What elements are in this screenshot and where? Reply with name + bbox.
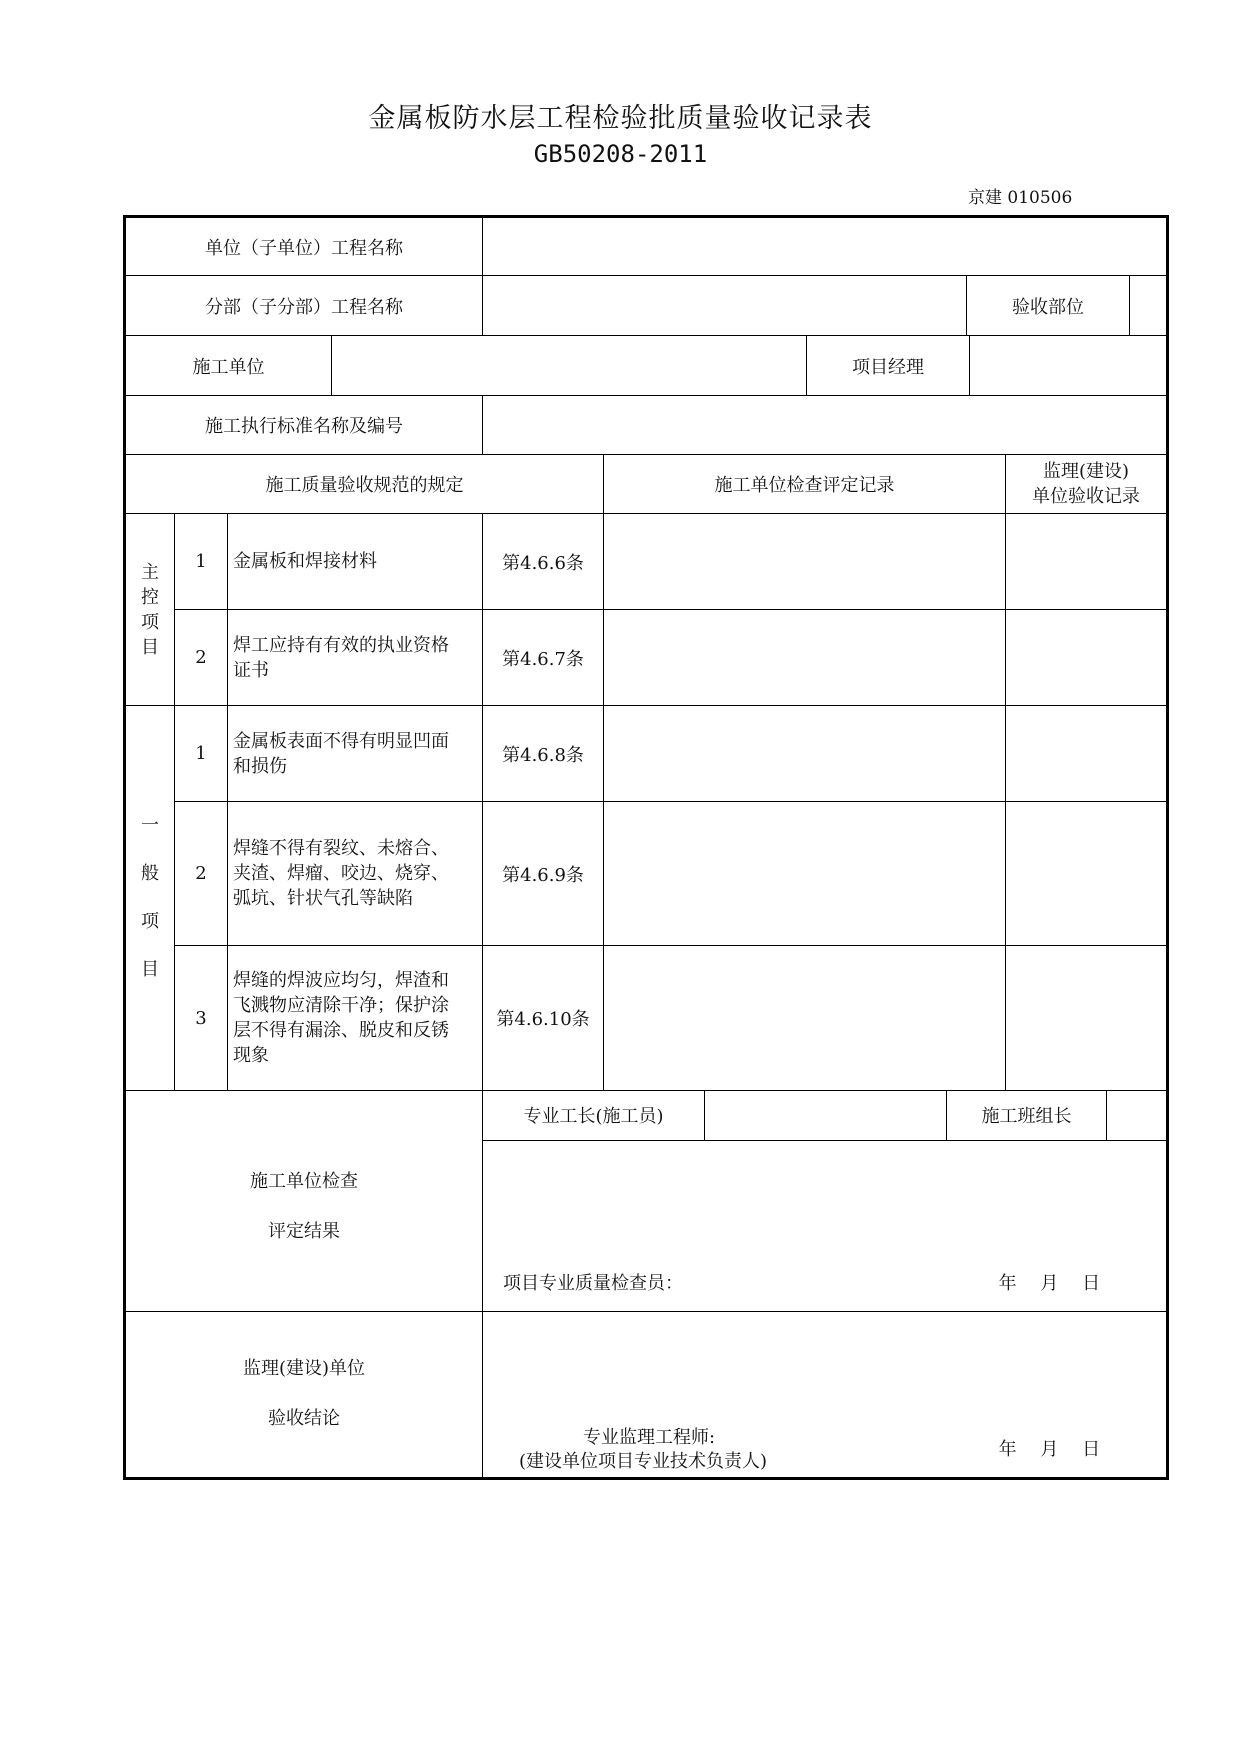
item-number: 1 <box>175 514 228 610</box>
contractor-inner <box>126 336 1166 395</box>
supervisor-result-label-line1: 监理(建设)单位 <box>242 1358 366 1379</box>
item-requirement: 焊工应持有有效的执业资格 证书 <box>228 610 483 706</box>
general-char-1: 一 <box>141 815 159 836</box>
item-clause: 第4.6.9条 <box>483 802 604 946</box>
project-manager-label: 项目经理 <box>807 336 970 395</box>
main-control-char-3: 项 <box>141 611 159 633</box>
item-number: 2 <box>175 802 228 946</box>
item-supervisor-record[interactable] <box>1006 802 1168 946</box>
unit-project-value[interactable] <box>483 217 1168 276</box>
supervisor-result-date: 年 月 日 <box>998 1438 1101 1460</box>
item-number: 1 <box>175 706 228 802</box>
main-control-row-2 <box>125 610 1168 706</box>
general-row-1 <box>125 706 1168 802</box>
unit-project-label: 单位（子单位）工程名称 <box>125 217 483 276</box>
general-label <box>125 706 175 1091</box>
row-supervisor-result <box>125 1311 1168 1478</box>
contractor-result-label <box>125 1091 483 1312</box>
acceptance-part-label: 验收部位 <box>967 276 1130 335</box>
general-row-3 <box>125 946 1168 1091</box>
item-supervisor-record[interactable] <box>1006 610 1168 706</box>
contractor-result-label-line1: 施工单位检查 <box>250 1170 359 1192</box>
main-control-char-4: 目 <box>141 636 159 658</box>
general-char-3: 项 <box>141 911 159 932</box>
row-contractor <box>125 336 1168 396</box>
item-requirement: 金属板和焊接材料 <box>228 514 483 610</box>
supervisor-record-column-header <box>1006 455 1168 514</box>
contractor-result-label-line2: 评定结果 <box>268 1220 341 1242</box>
quality-inspector-label: 项目专业质量检查员： <box>503 1272 684 1294</box>
row-unit-project <box>125 217 1168 276</box>
acceptance-part-inner <box>967 276 1166 335</box>
contractor-group <box>125 336 1168 396</box>
contractor-result-body <box>483 1091 1168 1312</box>
supervisor-result-label-line2: 验收结论 <box>268 1408 341 1429</box>
foreman-label: 专业工长(施工员) <box>483 1091 705 1140</box>
main-control-row-1 <box>125 514 1168 610</box>
item-supervisor-record[interactable] <box>1006 514 1168 610</box>
supervisor-record-header-line1: 监理(建设) <box>1043 461 1130 482</box>
owner-representative-label: (建设单位项目专业技术负责人) <box>519 1450 768 1472</box>
supervisor-result-label <box>125 1311 483 1478</box>
contractor-record-column-header: 施工单位检查评定记录 <box>604 455 1006 514</box>
team-leader-label: 施工班组长 <box>947 1091 1107 1140</box>
main-control-label <box>125 514 175 706</box>
contractor-result-inner <box>483 1091 1166 1141</box>
foreman-value[interactable] <box>705 1091 947 1140</box>
general-char-4: 目 <box>141 959 159 980</box>
form-title: 金属板防水层工程检验批质量验收记录表 <box>368 103 873 134</box>
acceptance-part-group <box>967 276 1168 336</box>
inspection-record-table <box>123 215 1169 1480</box>
sub-project-label: 分部（子分部）工程名称 <box>125 276 483 336</box>
supervisor-record-header-line2: 单位验收记录 <box>1032 486 1141 507</box>
item-supervisor-record[interactable] <box>1006 946 1168 1091</box>
item-contractor-record[interactable] <box>604 514 1006 610</box>
item-contractor-record[interactable] <box>604 706 1006 802</box>
standard-value[interactable] <box>483 396 1168 455</box>
item-requirement: 焊缝不得有裂纹、未熔合、 夹渣、焊瘤、咬边、烧穿、 弧坑、针状气孔等缺陷 <box>228 802 483 946</box>
item-requirement: 金属板表面不得有明显凹面 和损伤 <box>228 706 483 802</box>
item-requirement: 焊缝的焊波应均匀，焊渣和 飞溅物应清除干净；保护涂 层不得有漏涂、脱皮和反锈 现象 <box>228 946 483 1091</box>
item-supervisor-record[interactable] <box>1006 706 1168 802</box>
item-number: 3 <box>175 946 228 1091</box>
general-row-2 <box>125 802 1168 946</box>
row-sub-project <box>125 276 1168 336</box>
standard-label: 施工执行标准名称及编号 <box>125 396 483 455</box>
acceptance-part-value[interactable] <box>1130 276 1167 335</box>
item-clause: 第4.6.10条 <box>483 946 604 1091</box>
spec-column-header: 施工质量验收规范的规定 <box>125 455 604 514</box>
contractor-label: 施工单位 <box>126 336 332 395</box>
supervisor-result-body[interactable] <box>483 1311 1168 1478</box>
item-clause: 第4.6.8条 <box>483 706 604 802</box>
item-number: 2 <box>175 610 228 706</box>
row-standard <box>125 396 1168 455</box>
row-contractor-result <box>125 1091 1168 1312</box>
project-manager-value[interactable] <box>970 336 1167 395</box>
item-clause: 第4.6.6条 <box>483 514 604 610</box>
item-contractor-record[interactable] <box>604 946 1006 1091</box>
team-leader-value[interactable] <box>1107 1091 1167 1140</box>
form-code: 京建 010506 <box>968 188 1073 208</box>
main-control-char-1: 主 <box>141 561 159 583</box>
contractor-result-sign-area[interactable] <box>483 1141 1166 1311</box>
row-column-headers <box>125 455 1168 514</box>
general-char-2: 般 <box>141 863 159 884</box>
item-clause: 第4.6.7条 <box>483 610 604 706</box>
item-contractor-record[interactable] <box>604 802 1006 946</box>
item-contractor-record[interactable] <box>604 610 1006 706</box>
contractor-value[interactable] <box>332 336 807 395</box>
sub-project-value[interactable] <box>483 276 967 336</box>
contractor-result-date: 年 月 日 <box>998 1272 1101 1294</box>
standard-number: GB50208-2011 <box>533 140 708 168</box>
supervising-engineer-label: 专业监理工程师: <box>583 1426 716 1448</box>
main-control-char-2: 控 <box>141 586 159 608</box>
